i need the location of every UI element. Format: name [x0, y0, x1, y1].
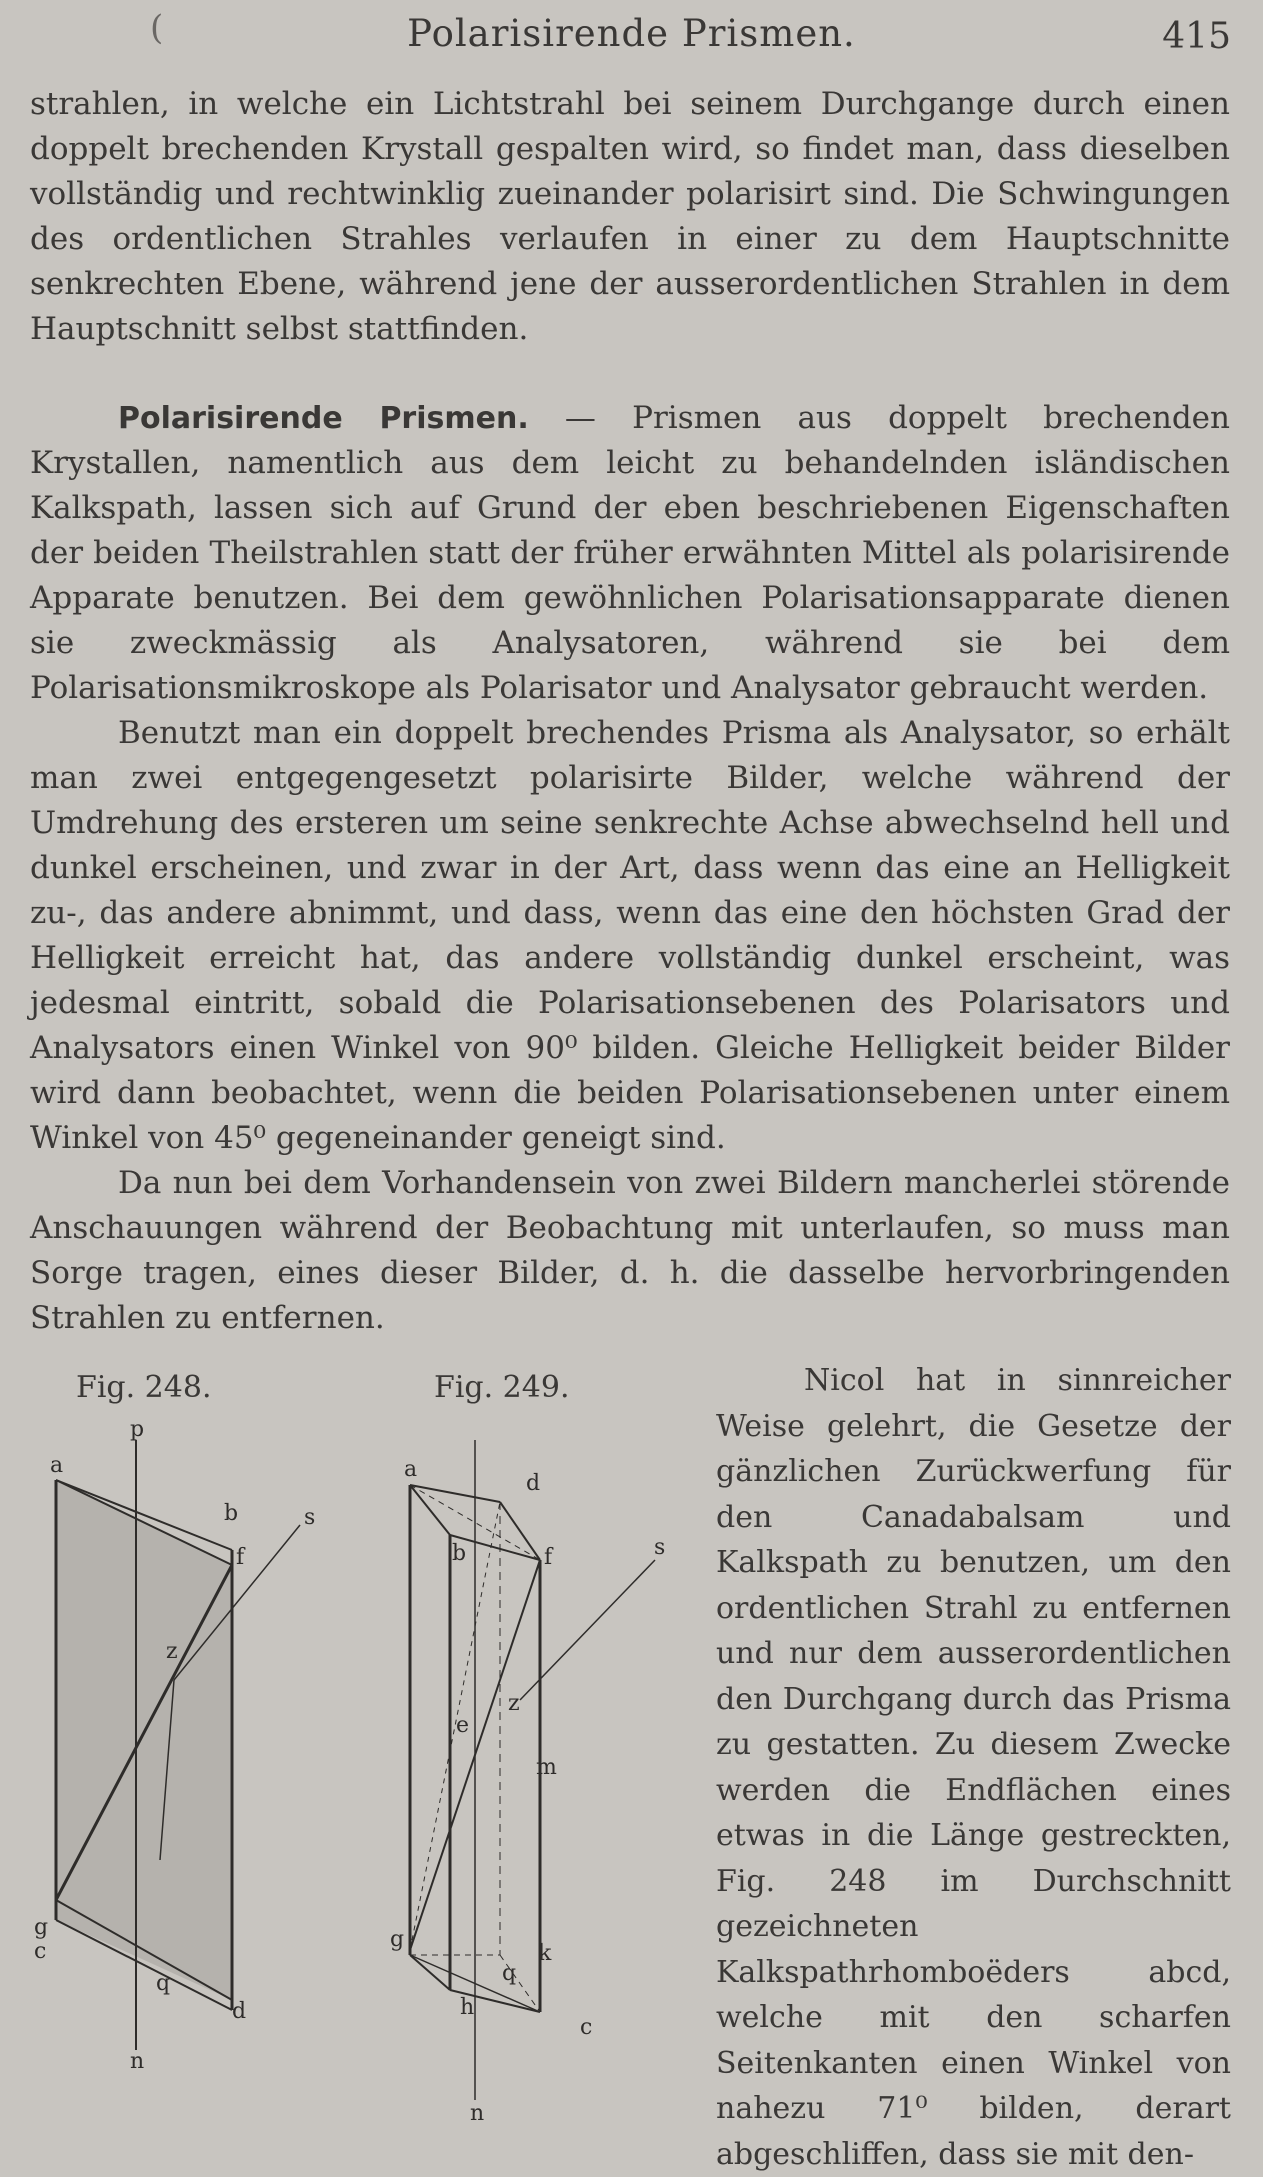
label-k: k	[538, 1941, 552, 1966]
paragraph-continuation: strahlen, in welche ein Lichtstrahl bei seinem Durchgange durch einen doppelt brechenden Krystall gespalten wird, so findet man, dass dieselben vollständig und rechtwinklig zueinander polarisirt sind. Die Schwingungen des ordentlichen Strahles verlaufen in einer zu dem Hauptschnitte senkrechten Ebene, während jene der ausserordentlichen Strahlen in dem Hauptschnitt selbst stattfinden.	[30, 86, 1230, 347]
paragraph-nicol: Nicol hat in sinnreicher Weise gelehrt, die Gesetze der gänzlichen Zurückwerfung für den Canadabalsam und Kalkspath zu benutzen, um den ordentlichen Strahl zu entfernen und nur dem ausserordentlichen den Durchgang durch das Prisma zu gestatten. Zu diesem Zwecke werden die Endflächen eines etwas in die Länge gestreckten, Fig. 248 im Durchschnitt gezeichneten Kalkspathrhomboëders abcd, welche mit den scharfen Seitenkanten einen Winkel von nahezu 71⁰ bilden, derart abgeschliffen, dass sie mit den-	[716, 1363, 1231, 2172]
bottom-gh	[410, 1955, 450, 1990]
section-paragraph	[30, 396, 1230, 711]
label-f: f	[236, 1545, 245, 1570]
label-d: d	[526, 1471, 541, 1496]
paragraph-analysator: Benutzt man ein doppelt brechendes Prisma als Analysator, so erhält man zwei entgegengesetzt polarisirte Bilder, welche während der Umdrehung des ersteren um seine senkrechte Achse abwechselnd hell und dunkel erscheinen, und zwar in der Art, dass wenn das eine an Helligkeit zu-, das andere abnimmt, und dass, wenn das eine den höchsten Grad der Helligkeit erreicht hat, das andere vollständig dunkel erscheint, was jedesmal eintritt, sobald die Polarisationsebenen des Polarisators und Analysators einen Winkel von 90⁰ bilden. Gleiche Helligkeit beider Bilder wird dann beobachtet, wenn die beiden Polarisationsebenen unter einem Winkel von 45⁰ gegeneinander geneigt sind.	[30, 715, 1230, 1156]
label-d: d	[232, 1999, 247, 2024]
body-text-main	[30, 396, 1230, 1341]
label-p: p	[130, 1420, 145, 1442]
top-ad	[410, 1485, 500, 1502]
label-n: n	[130, 2049, 145, 2074]
crystal-section-fill	[56, 1480, 232, 2000]
fig-248-caption: Fig. 248.	[76, 1370, 212, 1405]
top-ab	[410, 1485, 450, 1535]
label-b: b	[224, 1501, 239, 1526]
section-title: Polarisirende Prismen.	[118, 401, 529, 436]
page-header	[0, 8, 1263, 58]
fig-249-diagram	[390, 1420, 680, 2120]
label-g: g	[34, 1915, 49, 1940]
label-q: q	[502, 1961, 517, 1986]
label-q: q	[156, 1971, 171, 1996]
label-c: c	[34, 1939, 47, 1964]
label-z: z	[166, 1639, 178, 1664]
section-gd	[410, 1502, 500, 1950]
label-a: a	[50, 1453, 64, 1478]
fig-248-diagram	[20, 1420, 340, 2120]
body-text-top	[30, 82, 1230, 352]
label-a: a	[404, 1457, 418, 1482]
label-e: e	[456, 1713, 470, 1738]
fig-249-caption: Fig. 249.	[434, 1370, 570, 1405]
page-number: 415	[1162, 16, 1231, 57]
paragraph-bilder: Da nun bei dem Vorhandensein von zwei Bildern mancherlei störende Anschauungen während der Beobachtung mit unterlaufen, so muss man Sorge tragen, eines dieser Bilder, d. h. die dasselbe hervorbringenden Strahlen zu entfernen.	[30, 1165, 1230, 1336]
label-g: g	[390, 1927, 405, 1952]
label-f: f	[544, 1545, 553, 1570]
label-s: s	[654, 1535, 666, 1560]
label-c: c	[580, 2015, 593, 2040]
section-intro: — Prismen aus doppelt brechenden Krystallen, namentlich aus dem leicht zu behandelnden isländischen Kalkspath, lassen sich auf Grund der eben beschriebenen Eigenschaften der beiden Theilstrahlen statt der früher erwähnten Mittel als polarisirende Apparate benutzen. Bei dem gewöhnlichen Polarisationsapparate dienen sie zweckmässig als Analysatoren, während sie bei dem Polarisationsmikroskope als Polarisator und Analysator gebraucht werden.	[30, 400, 1230, 706]
label-m: m	[536, 1755, 557, 1780]
label-n: n	[470, 2101, 485, 2120]
label-b: b	[452, 1541, 467, 1566]
label-h: h	[460, 1995, 475, 2020]
label-z: z	[508, 1691, 520, 1716]
side-column-text	[716, 1358, 1231, 2177]
margin-mark: (	[150, 8, 164, 48]
label-s: s	[304, 1505, 316, 1530]
running-title: Polarisirende Prismen.	[407, 12, 856, 55]
